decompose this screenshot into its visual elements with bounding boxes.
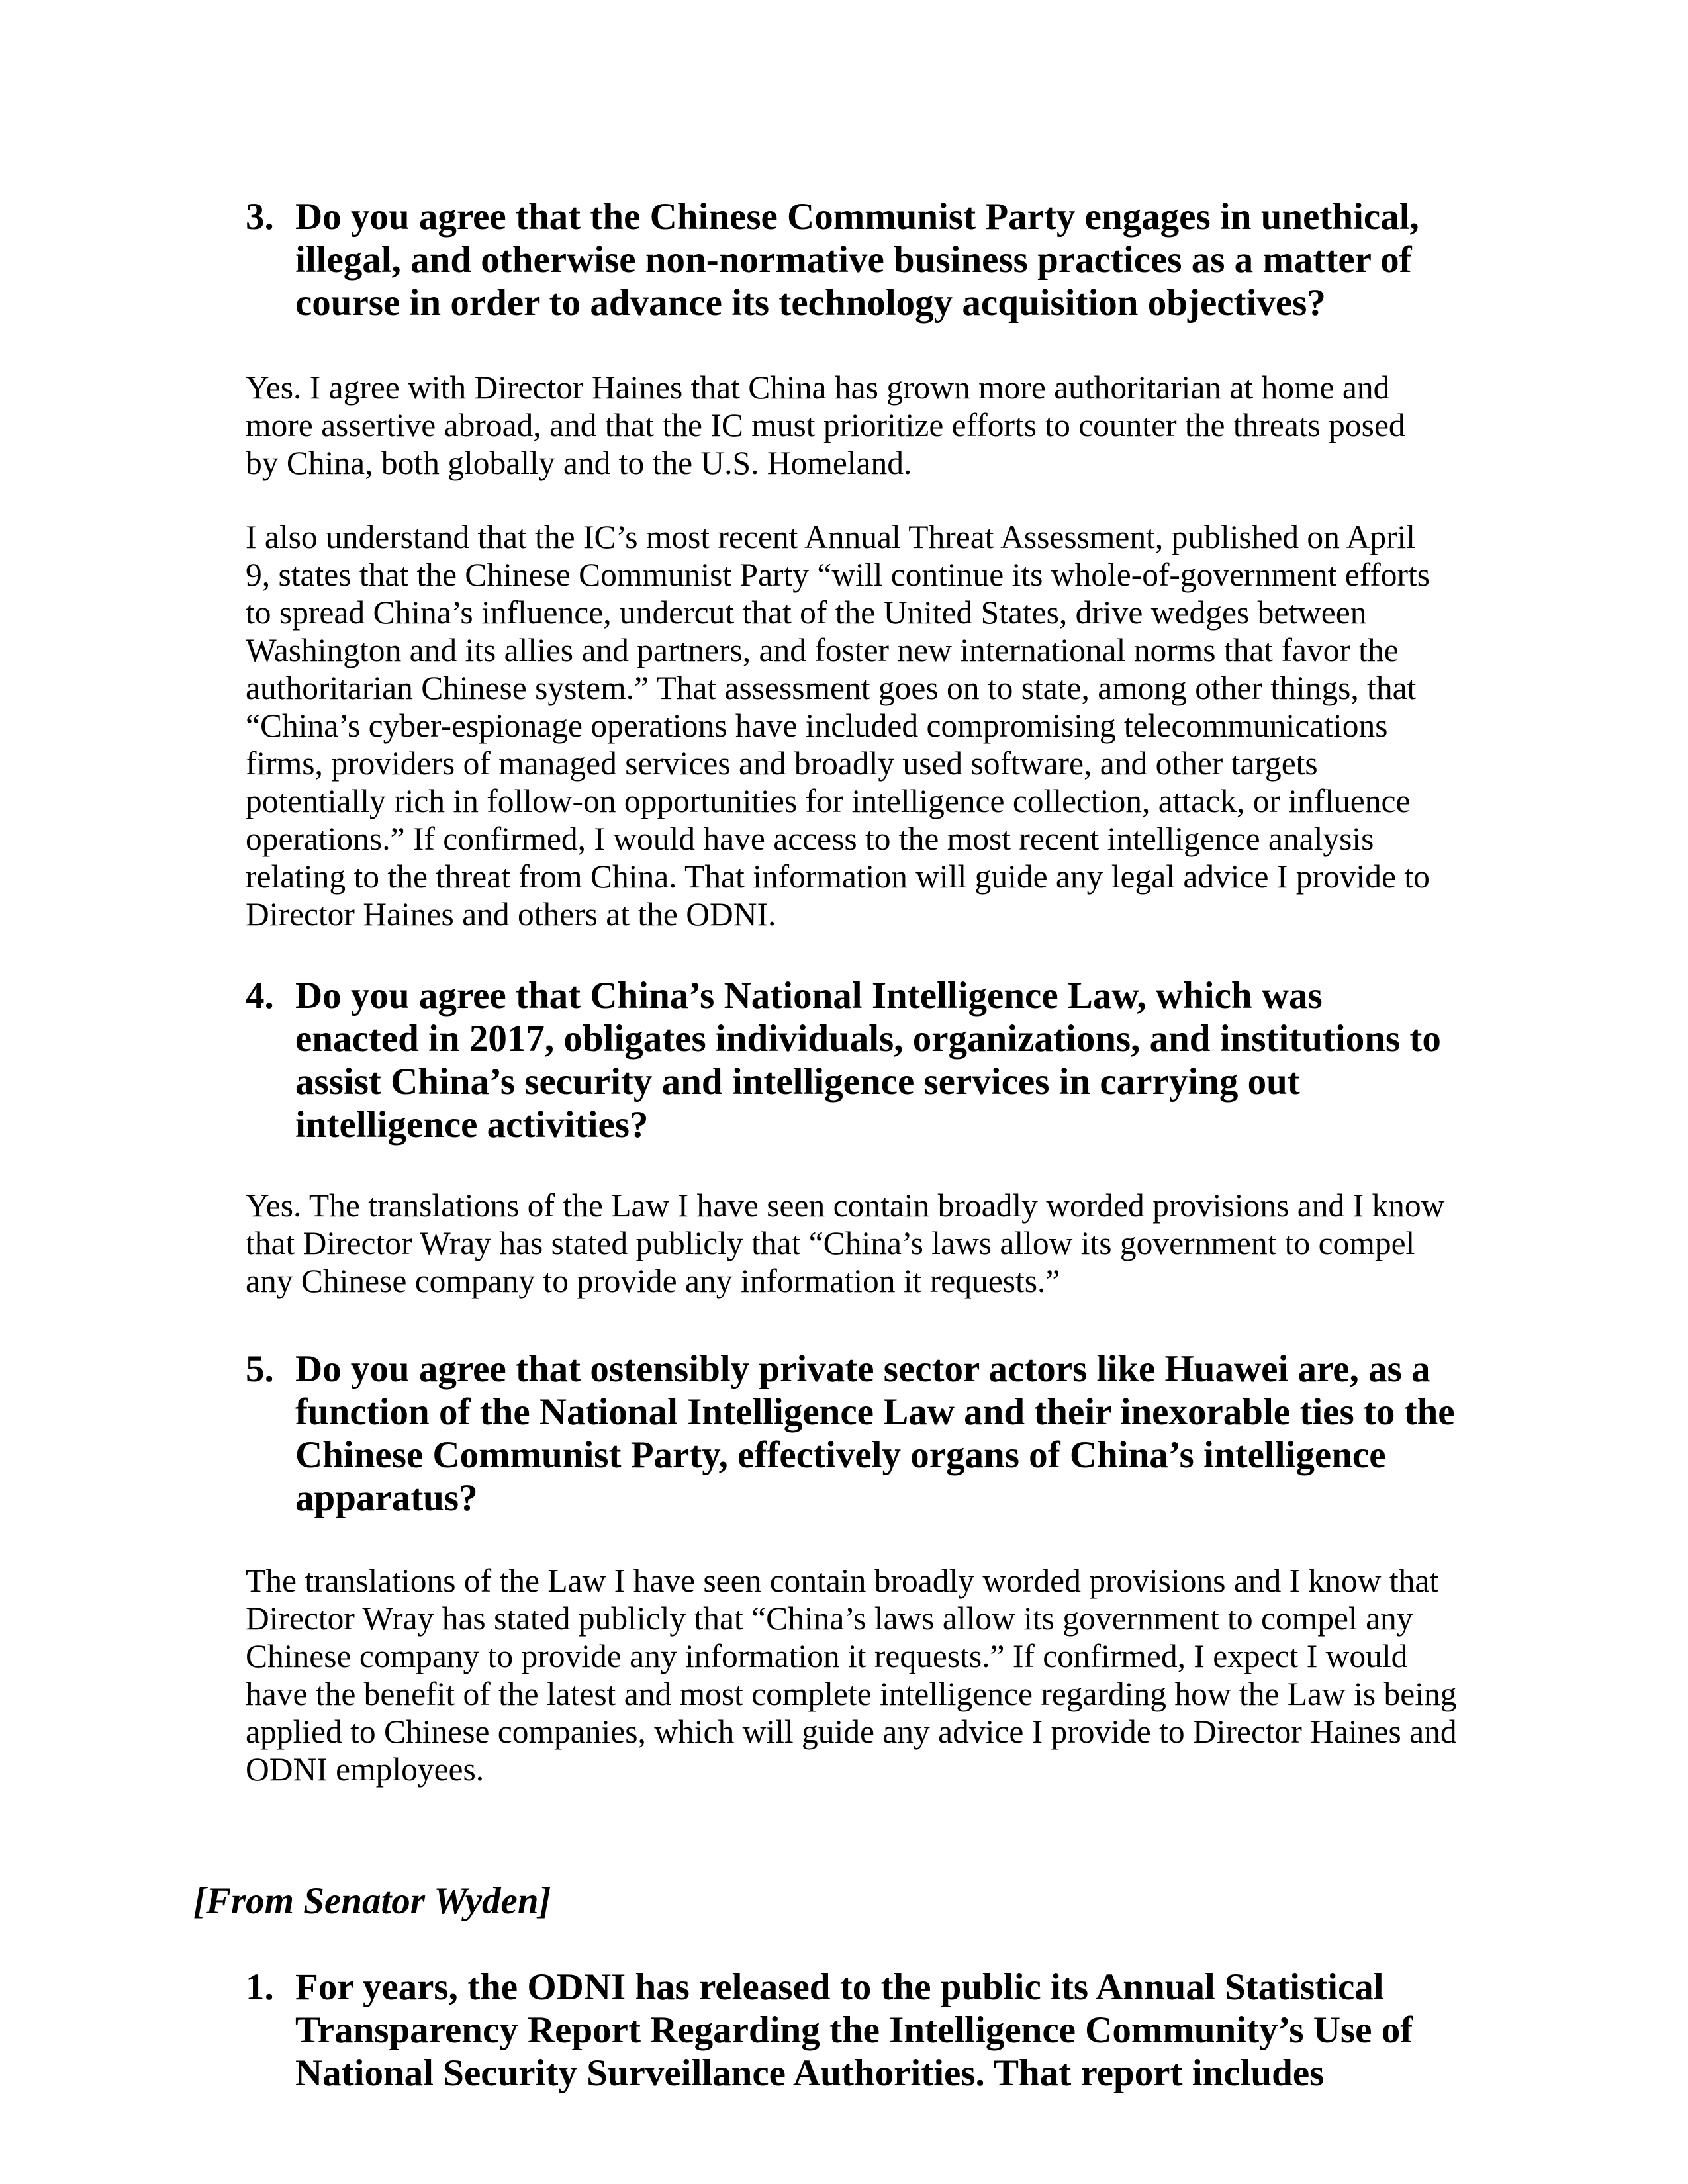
text-line: 9, states that the Chinese Communist Party “will continue its whole-of-government efforts (246, 557, 1430, 593)
question-line: Do you agree that the Chinese Communist Party engages in unethical, (295, 196, 1419, 238)
text-line: ODNI employees. (246, 1751, 485, 1788)
text-line: more assertive abroad, and that the IC must prioritize efforts to counter the threats posed (246, 407, 1405, 443)
text-line: I also understand that the IC’s most recent Annual Threat Assessment, published on April (246, 519, 1416, 555)
text-line: to spread China’s influence, undercut that of the United States, drive wedges between (246, 594, 1367, 631)
question-line: enacted in 2017, obligates individuals, organizations, and institutions to (295, 1018, 1441, 1060)
question-number: 1. (246, 1966, 274, 2008)
question-line: intelligence activities? (295, 1104, 649, 1146)
question-line: Transparency Report Regarding the Intelligence Community’s Use of (295, 2009, 1413, 2051)
text-line: by China, both globally and to the U.S. Homeland. (246, 445, 912, 481)
question-number: 3. (246, 196, 274, 238)
text-line: Washington and its allies and partners, and foster new international norms that favor the (246, 632, 1399, 668)
question-line: illegal, and otherwise non-normative business practices as a matter of (295, 239, 1412, 281)
question-number: 4. (246, 975, 274, 1017)
text-line: firms, providers of managed services and broadly used software, and other targets (246, 745, 1318, 782)
text-line: any Chinese company to provide any information it requests.” (246, 1263, 1060, 1299)
text-line: Yes. The translations of the Law I have seen contain broadly worded provisions and I know (246, 1187, 1445, 1224)
question-4 (246, 974, 1441, 1146)
question-line: For years, the ODNI has released to the public its Annual Statistical (295, 1966, 1384, 2008)
question-line: Do you agree that China’s National Intelligence Law, which was (295, 975, 1323, 1017)
text-line: Yes. I agree with Director Haines that China has grown more authoritarian at home and (246, 369, 1390, 406)
question-number: 5. (246, 1348, 274, 1390)
question-line: assist China’s security and intelligence services in carrying out (295, 1061, 1300, 1103)
answer-3-paragraph-1 (246, 369, 1405, 482)
text-line: have the benefit of the latest and most complete intelligence regarding how the Law is being (246, 1676, 1457, 1712)
question-3 (246, 195, 1419, 324)
text-line: operations.” If confirmed, I would have access to the most recent intelligence analysis (246, 821, 1374, 857)
answer-3-paragraph-2 (246, 518, 1430, 933)
question-wyden-1 (246, 1966, 1413, 2095)
text-line: Director Wray has stated publicly that “China’s laws allow its government to compel any (246, 1600, 1413, 1637)
question-line: Do you agree that ostensibly private sector actors like Huawei are, as a (295, 1348, 1430, 1390)
answer-4 (246, 1187, 1444, 1300)
text-line: authoritarian Chinese system.” That assessment goes on to state, among other things, that (246, 670, 1417, 706)
section-heading-senator: [From Senator Wyden] (193, 1880, 551, 1922)
text-line: applied to Chinese companies, which will guide any advice I provide to Director Haines and (246, 1713, 1457, 1750)
question-line: National Security Surveillance Authorities. That report includes (295, 2052, 1325, 2094)
text-line: “China’s cyber-espionage operations have included compromising telecommunications (246, 707, 1388, 744)
text-line: relating to the threat from China. That information will guide any legal advice I provide to (246, 858, 1430, 895)
text-line: that Director Wray has stated publicly that “China’s laws allow its government to compel (246, 1225, 1415, 1261)
text-line: Chinese company to provide any information it requests.” If confirmed, I expect I would (246, 1638, 1408, 1674)
text-line: Director Haines and others at the ODNI. (246, 896, 776, 933)
question-line: apparatus? (295, 1477, 478, 1519)
question-line: Chinese Communist Party, effectively organs of China’s intelligence (295, 1434, 1386, 1476)
question-line: function of the National Intelligence Law and their inexorable ties to the (295, 1391, 1455, 1433)
text-line: potentially rich in follow-on opportunities for intelligence collection, attack, or influence (246, 783, 1411, 819)
text-line: The translations of the Law I have seen contain broadly worded provisions and I know that (246, 1563, 1439, 1599)
question-5 (246, 1347, 1455, 1520)
answer-5 (246, 1562, 1457, 1788)
question-line: course in order to advance its technology acquisition objectives? (295, 282, 1326, 324)
